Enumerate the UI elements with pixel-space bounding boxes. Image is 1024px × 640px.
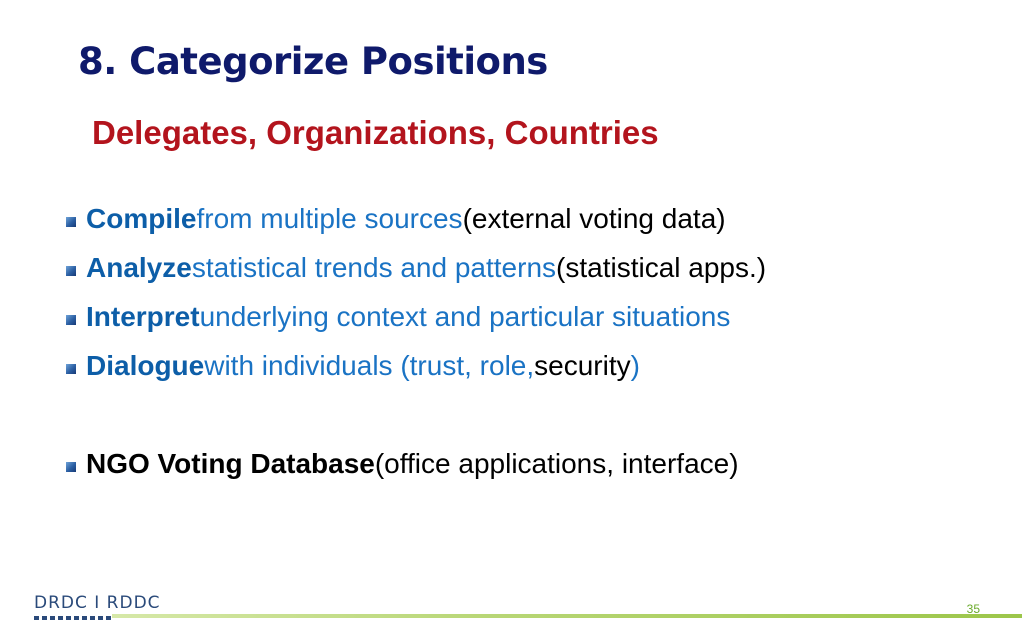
bullet-note: (external voting data) [462, 202, 726, 234]
slide-title: 8. Categorize Positions [78, 40, 548, 83]
bullet-dialogue [66, 341, 766, 390]
bullet-text: statistical trends and patterns [191, 251, 557, 283]
bullet-keyword: Compile [86, 202, 197, 234]
bullet-compile [66, 194, 766, 243]
footer-divider [112, 614, 1022, 618]
bullet-keyword: Interpret [86, 300, 200, 332]
logo-text: DRDC I RDDC [34, 593, 161, 613]
bullet-text: with individuals (trust, role, [204, 349, 535, 381]
bullet-ngo-database [66, 439, 766, 488]
bullet-analyze [66, 243, 766, 292]
square-bullet-icon [66, 364, 76, 374]
bullet-note: security [534, 349, 631, 381]
bullet-keyword: NGO Voting Database [86, 447, 375, 479]
slide-subtitle: Delegates, Organizations, Countries [92, 114, 659, 151]
bullet-list [66, 194, 766, 488]
square-bullet-icon [66, 462, 76, 472]
bullet-text: from multiple sources [196, 202, 463, 234]
bullet-keyword: Dialogue [86, 349, 205, 381]
bullet-text: underlying context and particular situations [199, 300, 731, 332]
square-bullet-icon [66, 315, 76, 325]
square-bullet-icon [66, 217, 76, 227]
bullet-close-paren: ) [630, 349, 640, 381]
square-bullet-icon [66, 266, 76, 276]
bullet-interpret [66, 292, 766, 341]
bullet-text: (office applications, interface) [374, 447, 739, 479]
page-number: 35 [966, 602, 980, 616]
drdc-logo [34, 594, 161, 624]
bullet-keyword: Analyze [86, 251, 192, 283]
bullet-note: (statistical apps.) [556, 251, 767, 283]
